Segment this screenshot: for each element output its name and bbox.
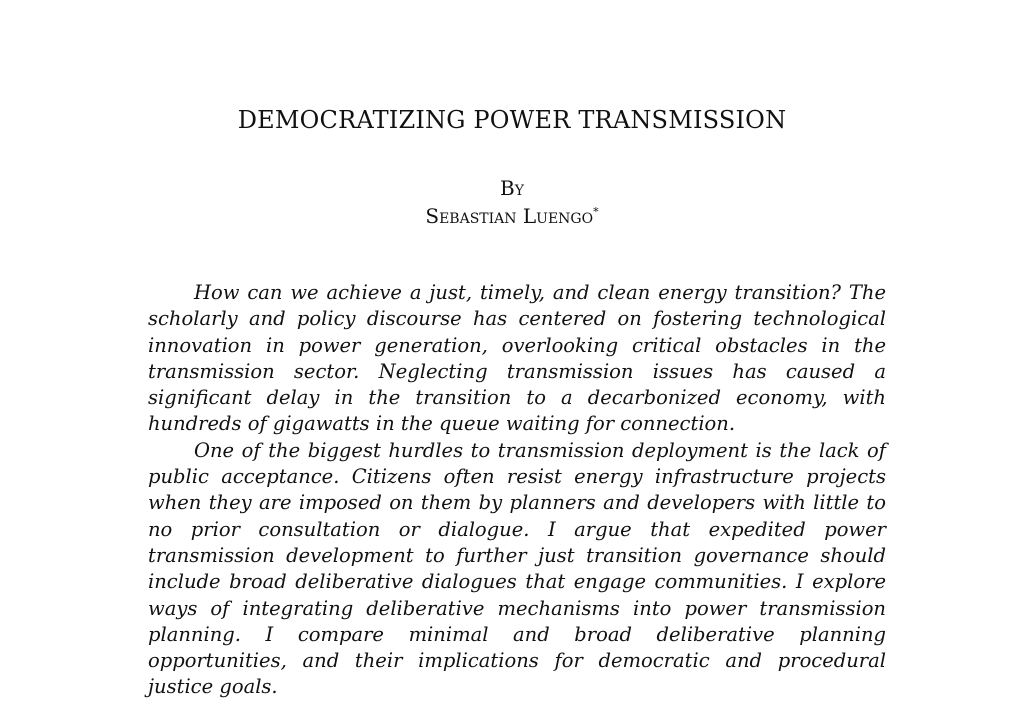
abstract	[148, 280, 886, 701]
byline	[0, 174, 1024, 230]
article-title: DEMOCRATIZING POWER TRANSMISSION	[237, 106, 787, 134]
abstract-paragraph: One of the biggest hurdles to transmission deployment is the lack of public acceptance. Citizens often resist energy infrastructure projects when they are imposed on them by planners and developers with little to no prior consultation or dialogue. I argue that expedited power transmission development to further just transition governance should include broad deliberative dialogues that engage communities. I explore ways of integrating deliberative mechanisms into power transmission planning. I compare minimal and broad deliberative planning opportunities, and their implications for democratic and procedural justice goals.	[148, 438, 886, 699]
author-footnote-mark: *	[593, 205, 599, 219]
abstract-paragraph: How can we achieve a just, timely, and clean energy transition? The scholarly and policy discourse has centered on fostering technological innovation in power generation, overlooking critical obstacles in the transmission sector. Neglecting transmission issues has caused a significant delay in the transition to a decarbonized economy, with hundreds of gigawatts in the queue waiting for connection.	[148, 281, 886, 436]
author-name: Sebastian Luengo	[425, 204, 594, 228]
by-label: By	[500, 176, 524, 200]
author-line	[0, 202, 1024, 230]
